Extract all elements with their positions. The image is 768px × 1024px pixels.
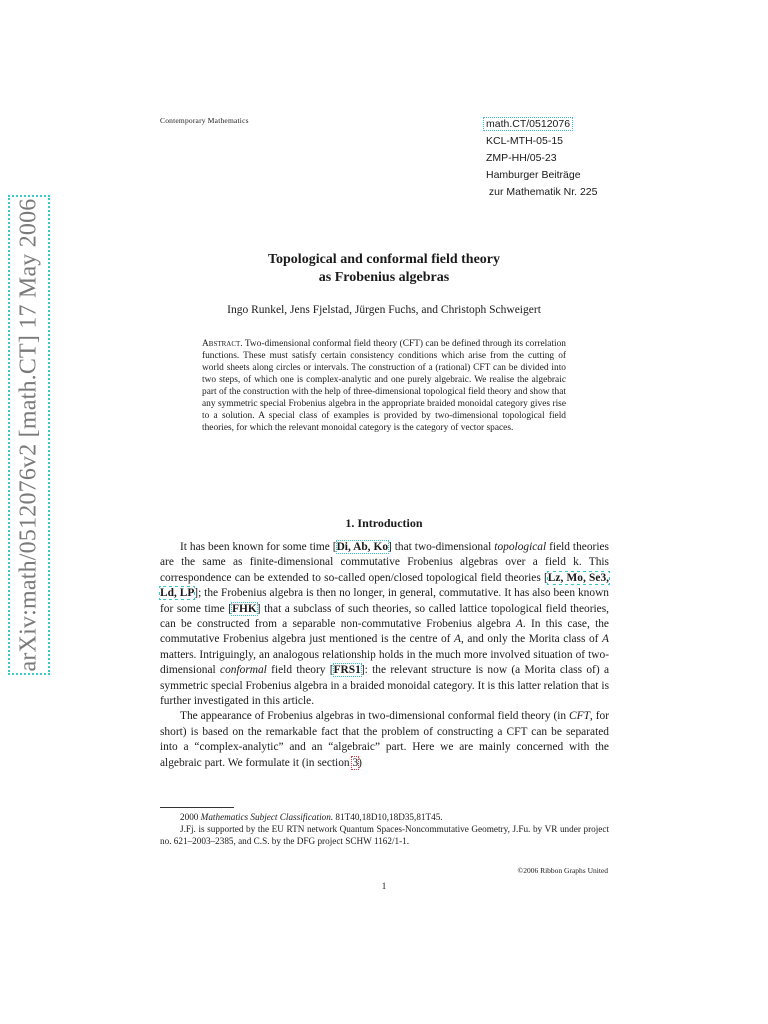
report-numbers xyxy=(486,116,597,201)
report-number-hamburg-2: zur Mathematik Nr. 225 xyxy=(486,186,598,198)
report-number-hamburg-1: Hamburger Beiträge xyxy=(486,169,581,181)
citation-link[interactable]: Di, Ab, Ko xyxy=(336,541,389,553)
footnotes xyxy=(160,811,609,848)
section-heading: 1. Introduction xyxy=(345,516,423,530)
citation-link[interactable]: FHK xyxy=(232,602,257,615)
paper-title xyxy=(0,251,768,287)
abstract xyxy=(202,338,566,434)
arxiv-id-link[interactable]: math.CT/0512076 xyxy=(483,117,573,131)
paragraph-2: The appearance of Frobenius algebras in two-dimensional conformal field theory (in CFT, for short) is based on the remarkable fact that the problem of constructing a CFT can be separated into a “complex-analytic” and an “algebraic” part. Here we are mainly concerned with the algebraic part. We formulate it (in section 3) xyxy=(160,710,609,769)
copyright: ©2006 Ribbon Graphs United xyxy=(517,866,608,875)
citation-link[interactable]: FRS1 xyxy=(333,664,361,677)
authors: Ingo Runkel, Jens Fjelstad, Jürgen Fuchs, and Christoph Schweigert xyxy=(227,304,541,316)
report-number-kcl: KCL-MTH-05-15 xyxy=(486,135,564,147)
abstract-text: Two-dimensional conformal field theory (CFT) can be defined through its correlation functions. These must satisfy certain consistency conditions which arise from the cutting of world sheets along circles or intervals. The construction of a (rational) CFT can be divided into two steps, of which one is complex-analytic and one purely algebraic. We realise the algebraic part of the construction with the help of three-dimensional topological field theory and show that any symmetric special Frobenius algebra in the appropriate braided monoidal category gives rise to a solution. A special class of examples is provided by two-dimensional topological field theories, for which the relevant monoidal category is the category of vector spaces. xyxy=(202,339,566,434)
abstract-label: Abstract. xyxy=(202,339,243,349)
title-line-2: as Frobenius algebras xyxy=(318,270,450,285)
body-text xyxy=(160,540,609,771)
section-reference-link[interactable]: 3 xyxy=(352,756,359,769)
page-number: 1 xyxy=(381,881,387,891)
title-line-1: Topological and conformal field theory xyxy=(267,252,501,267)
citation-link[interactable]: Lz, Mo, Se3, Ld, LP xyxy=(160,571,609,600)
arxiv-stamp-text: arXiv:math/0512076v2 [math.CT] 17 May 2006 xyxy=(15,198,42,672)
footnote-funding: J.Fj. is supported by the EU RTN network Quantum Spaces-Noncommutative Geometry, J.Fu. by VR under project no. 621–2003–2385, and C.S. by the DFG project SCHW 1162/1-1. xyxy=(160,824,609,847)
footnote-msc: 2000 Mathematics Subject Classification. 81T40,18D10,18D35,81T45. xyxy=(180,812,443,822)
paragraph-1: It has been known for some time [Di, Ab, Ko] that two-dimensional topological field theories are the same as finite-dimensional commutative Frobenius algebras over a field k. This correspondence can be extended to so-called open/closed topological field theories [Lz, Mo, Se3, Ld, LP]; the Frobenius algebra is then no longer, in general, commutative. It has also been known for some time [FHK] that a subclass of such theories, so called lattice topological field theories, can be constructed from a separable non-commutative Frobenius algebra A. In this case, the commutative Frobenius algebra just mentioned is the centre of A, and only the Morita class of A matters. Intriguingly, an analogous relationship holds in the much more involved situation of two-dimensional conformal field theory [FRS1]: the relevant structure is now (a Morita class of) a symmetric special Frobenius algebra in a braided monoidal category. It is this latter relation that is further investigated in this article. xyxy=(160,541,610,708)
footnote-rule xyxy=(160,807,234,808)
report-number-zmp: ZMP-HH/05-23 xyxy=(486,152,557,164)
journal-name: Contemporary Mathematics xyxy=(160,116,249,125)
